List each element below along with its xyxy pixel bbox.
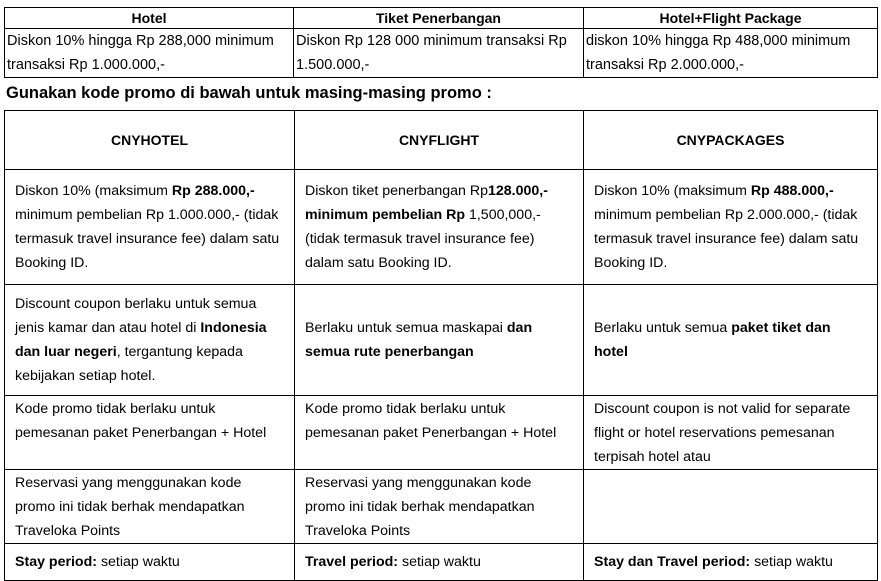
coverage-row [5,285,878,396]
period-flight-label: Travel period: [305,554,399,570]
summary-row [5,29,878,78]
coverage-package-text: Berlaku untuk semua [594,320,732,336]
code-flight: CNYFLIGHT [295,111,584,170]
code-package: CNYPACKAGES [584,111,878,170]
code-hotel: CNYHOTEL [5,111,295,170]
summary-table [4,7,878,78]
summary-header-row [5,8,878,29]
period-package-label: Stay dan Travel period: [594,554,751,570]
coverage-flight [295,285,584,396]
period-package [584,544,878,581]
period-flight-value: setiap waktu [398,554,481,570]
discount-package [584,170,878,285]
discount-row [5,170,878,285]
period-flight [295,544,584,581]
coverage-hotel-terms: , tergantung kepada kebijakan setiap hotel. [15,344,243,384]
points-package [584,470,878,544]
discount-flight-terms: 1,500,000,- (tidak termasuk travel insurance fee) dalam satu Booking ID. [305,207,541,271]
discount-hotel-terms: minimum pembelian Rp 1.000.000,- (tidak termasuk travel insurance fee) dalam satu Booking ID. [15,207,280,271]
restriction-package: Discount coupon is not valid for separate flight or hotel reservations pemesanan terpisah hotel atau [584,396,878,470]
points-hotel: Reservasi yang menggunakan kode promo ini tidak berhak mendapatkan Traveloka Points [5,470,295,544]
coverage-hotel-scope: Indonesia dan luar negeri [15,320,267,360]
coverage-hotel-text: Discount coupon berlaku untuk semua jenis kamar dan atau hotel di [15,296,257,336]
coverage-flight-scope: dan semua rute penerbangan [305,320,533,360]
period-hotel [5,544,295,581]
coverage-package-scope: paket tiket dan hotel [594,320,831,360]
discount-hotel-text: Diskon 10% (maksimum [15,183,172,199]
discount-flight-max: 128.000,- minimum pembelian Rp [305,183,548,223]
restriction-hotel: Kode promo tidak berlaku untuk pemesanan paket Penerbangan + Hotel [5,396,295,470]
coverage-package [584,285,878,396]
points-flight: Reservasi yang menggunakan kode promo ini tidak berhak mendapatkan Traveloka Points [295,470,584,544]
header-package: Hotel+Flight Package [584,8,878,29]
header-flight: Tiket Penerbangan [294,8,584,29]
restriction-flight: Kode promo tidak berlaku untuk pemesanan paket Penerbangan + Hotel [295,396,584,470]
coverage-flight-text: Berlaku untuk semua maskapai [305,320,507,336]
promo-table [4,110,878,581]
promo-heading: Gunakan kode promo di bawah untuk masing-masing promo : [6,84,492,102]
discount-flight [295,170,584,285]
discount-package-max: Rp 488.000,- [750,183,834,199]
discount-hotel-max: Rp 288.000,- [171,183,255,199]
promo-code-row [5,111,878,170]
summary-hotel: Diskon 10% hingga Rp 288,000 minimum transaksi Rp 1.000.000,- [5,29,294,78]
period-hotel-label: Stay period: [15,554,97,570]
restriction-row [5,396,878,470]
period-package-value: setiap waktu [750,554,833,570]
discount-package-text: Diskon 10% (maksimum [594,183,751,199]
header-hotel: Hotel [5,8,294,29]
discount-hotel [5,170,295,285]
summary-flight: Diskon Rp 128 000 minimum transaksi Rp 1.500.000,- [294,29,584,78]
period-hotel-value: setiap waktu [97,554,180,570]
period-row [5,544,878,581]
coverage-hotel [5,285,295,396]
points-row [5,470,878,544]
discount-flight-text: Diskon tiket penerbangan Rp [305,183,488,199]
discount-package-terms: minimum pembelian Rp 2.000.000,- (tidak termasuk travel insurance fee) dalam satu Booking ID. [594,207,859,271]
summary-package: diskon 10% hingga Rp 488,000 minimum transaksi Rp 2.000.000,- [584,29,878,78]
